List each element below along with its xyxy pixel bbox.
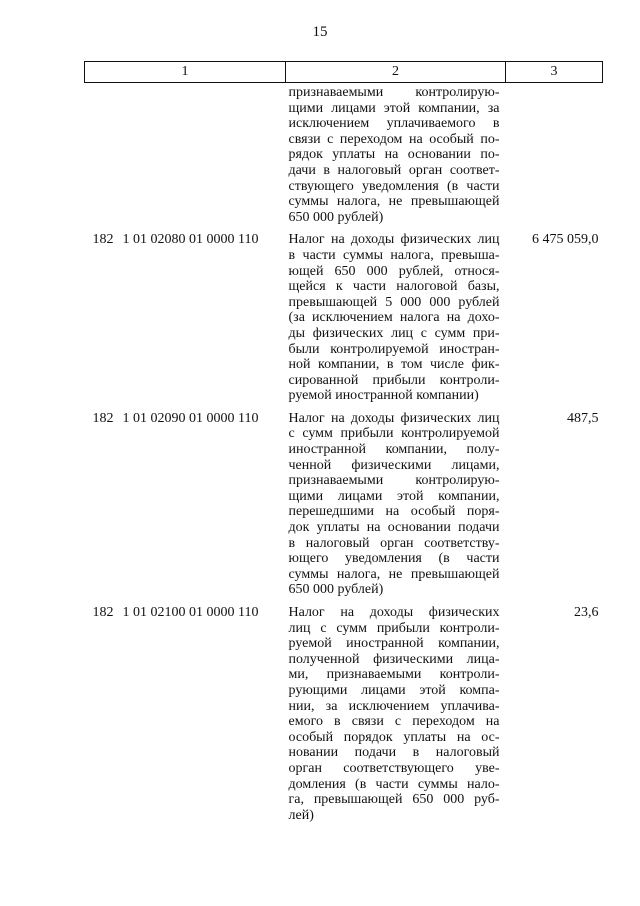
table-row — [85, 227, 603, 406]
revenue-name-cell — [286, 227, 506, 406]
revenue-name-line: лиц с сумм прибыли контроли- — [288, 620, 500, 636]
revenue-name-line: рядок уплаты на основании по- — [288, 147, 500, 163]
revenue-name-line: док уплаты на основании подачи — [288, 520, 500, 536]
amount-cell — [506, 83, 603, 228]
revenue-name-line: суммы налога, не превышающей — [288, 194, 500, 210]
revenue-name-line: рующими лицами этой компа- — [288, 682, 500, 698]
column-number-row — [85, 62, 603, 83]
amount-cell: 487,5 — [567, 410, 599, 426]
budget-classification-code: 1 01 02090 01 0000 110 — [122, 410, 259, 426]
administrator-code: 182 — [92, 605, 114, 620]
revenue-name-line: домления (в части суммы нало- — [288, 776, 500, 792]
revenue-name-line: 650 000 рублей) — [288, 209, 384, 225]
revenue-name-line: сированной прибыли контроли- — [288, 372, 500, 388]
revenue-name-line: иностранной компании, полу- — [288, 442, 500, 458]
classification-code-cell — [85, 83, 286, 228]
table-row — [85, 406, 603, 600]
revenue-name-line: новании подачи в налоговый — [288, 745, 500, 761]
revenue-name-line: нии, за исключением уплачива- — [288, 698, 500, 714]
revenue-name-line: щими лицами этой компании, — [288, 488, 500, 504]
revenue-name-line: щейся к части налоговой базы, — [288, 279, 500, 295]
administrator-code: 182 — [92, 410, 114, 426]
revenue-name-line: признаваемыми контролирую- — [288, 473, 500, 489]
revenue-name-line: ющего уведомления (в части — [288, 551, 500, 567]
revenue-name-cell — [286, 83, 506, 228]
revenue-name-line: полученной физическими лица- — [288, 651, 500, 667]
revenue-name-line: лей) — [288, 807, 314, 823]
revenue-name-line: в налоговый орган соответству- — [288, 535, 500, 551]
classification-code-cell — [85, 406, 286, 600]
revenue-name-line: ствующего уведомления (в части — [288, 178, 500, 194]
revenue-name-line: были контролируемой иностран- — [288, 341, 500, 357]
revenue-name-line: ющей 650 000 рублей, относя- — [288, 263, 500, 279]
revenue-name-line: орган соответствующего уве- — [288, 760, 500, 776]
revenue-name-line: перешедшими на особый поря- — [288, 504, 500, 520]
revenue-name-line: руемой иностранной компании) — [288, 388, 479, 404]
revenue-name-line: связи с переходом на особый по- — [288, 131, 500, 147]
budget-classification-code: 1 01 02080 01 0000 110 — [122, 232, 259, 248]
revenue-name-line: (за исключением налога на дохо- — [288, 310, 500, 326]
table-row — [85, 83, 603, 228]
revenue-name-line: с сумм прибыли контролируемой — [288, 426, 500, 442]
revenue-name-line: Налог на доходы физических лиц — [288, 410, 500, 426]
revenue-name-line: превышающей 5 000 000 рублей — [288, 294, 500, 310]
revenue-name-line: в части суммы налога, превыша- — [288, 247, 500, 263]
table-row — [85, 600, 603, 825]
classification-code-cell — [85, 600, 286, 825]
column-header-amount: 3 — [506, 62, 603, 83]
revenue-table — [84, 61, 603, 825]
amount-cell: 23,6 — [574, 605, 599, 620]
classification-code-cell — [85, 227, 286, 406]
revenue-name-line: руемой иностранной компании, — [288, 636, 500, 652]
revenue-name-line: Налог на доходы физических лиц — [288, 232, 500, 248]
revenue-name-line: признаваемыми контролирую- — [288, 85, 500, 100]
revenue-name-line: га, превышающей 650 000 руб- — [288, 792, 500, 808]
amount-cell: 6 475 059,0 — [532, 232, 599, 248]
column-header-name: 2 — [286, 62, 506, 83]
revenue-name-line: 650 000 рублей) — [288, 582, 384, 598]
revenue-name-line: дачи в налоговый орган соответ- — [288, 162, 500, 178]
page-number: 15 — [312, 24, 328, 40]
revenue-name-line: особый порядок уплаты на ос- — [288, 729, 500, 745]
revenue-name-line: ченной физическими лицами, — [288, 457, 500, 473]
revenue-name-line: емого в связи с переходом на — [288, 714, 500, 730]
revenue-name-line: исключением уплачиваемого в — [288, 116, 500, 132]
column-header-code: 1 — [85, 62, 286, 83]
revenue-name-line: суммы налога, не превышающей — [288, 566, 500, 582]
table-body — [85, 83, 603, 826]
revenue-name-cell — [286, 406, 506, 600]
administrator-code: 182 — [92, 232, 114, 248]
revenue-name-line: Налог на доходы физических — [288, 605, 500, 620]
revenue-name-cell — [286, 600, 506, 825]
revenue-name-line: ды физических лиц с сумм при- — [288, 325, 500, 341]
revenue-name-line: ной компании, в том числе фик- — [288, 357, 500, 373]
budget-classification-code: 1 01 02100 01 0000 110 — [122, 605, 259, 620]
revenue-name-line: ми, признаваемыми контроли- — [288, 667, 500, 683]
revenue-name-line: щими лицами этой компании, за — [288, 100, 500, 116]
